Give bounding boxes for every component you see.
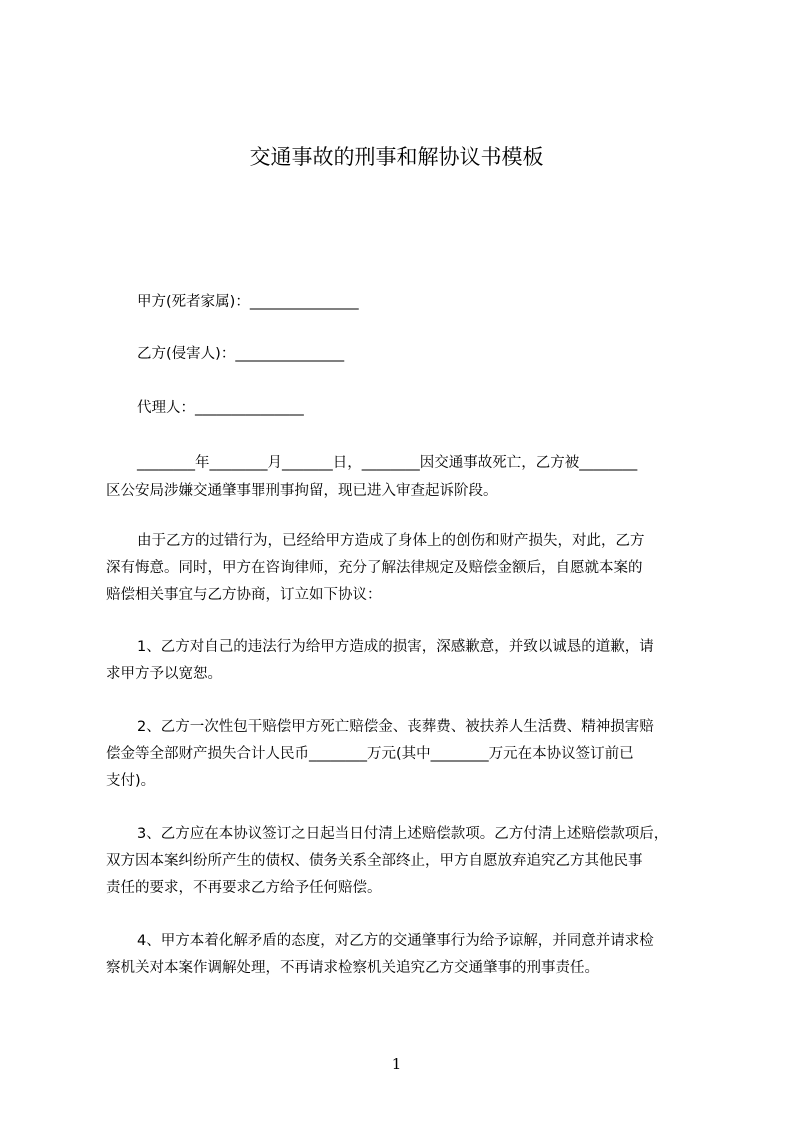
page-number: 1 bbox=[391, 1055, 402, 1073]
intro-line-1: ________年________月_______日，________因交通事故死亡，乙方被________ bbox=[137, 455, 638, 471]
clause-2-line-1: 2、乙方一次性包干赔偿甲方死亡赔偿金、丧葬费、被扶养人生活费、精神损害赔 bbox=[137, 719, 654, 735]
preamble-line-1: 由于乙方的过错行为，已经给甲方造成了身体上的创伤和财产损失，对此，乙方 bbox=[137, 533, 645, 549]
clause-3-line-3: 责任的要求，不再要求乙方给予任何赔偿。 bbox=[106, 880, 382, 896]
clause-4-line-1: 4、甲方本着化解矛盾的态度，对乙方的交通肇事行为给予谅解，并同意并请求检 bbox=[137, 933, 654, 949]
clause-1-line-2: 求甲方予以宽恕。 bbox=[106, 666, 222, 682]
clause-2-line-2: 偿金等全部财产损失合计人民币________万元(其中________万元在本协议签订前已 bbox=[106, 746, 634, 762]
party-a-line: 甲方(死者家属)：_______________ bbox=[137, 294, 359, 310]
clause-3-line-2: 双方因本案纠纷所产生的债权、债务关系全部终止，甲方自愿放弃追究乙方其他民事 bbox=[106, 853, 643, 869]
document-title: 交通事故的刑事和解协议书模板 bbox=[249, 145, 544, 169]
clause-1-line-1: 1、乙方对自己的违法行为给甲方造成的损害，深感歉意，并致以诚恳的道歉，请 bbox=[137, 639, 654, 655]
clause-2-line-3: 支付)。 bbox=[106, 773, 156, 789]
preamble-line-3: 赔偿相关事宜与乙方协商，订立如下协议： bbox=[106, 587, 382, 603]
preamble-line-2: 深有悔意。同时，甲方在咨询律师，充分了解法律规定及赔偿金额后，自愿就本案的 bbox=[106, 560, 643, 576]
party-b-line: 乙方(侵害人)：_______________ bbox=[137, 346, 345, 362]
agent-line: 代理人：_______________ bbox=[137, 400, 304, 416]
intro-line-2: 区公安局涉嫌交通肇事罪刑事拘留，现已进入审查起诉阶段。 bbox=[106, 483, 498, 499]
clause-3-line-1: 3、乙方应在本协议签订之日起当日付清上述赔偿款项。乙方付清上述赔偿款项后， bbox=[137, 826, 669, 842]
clause-4-line-2: 察机关对本案作调解处理，不再请求检察机关追究乙方交通肇事的刑事责任。 bbox=[106, 960, 599, 976]
